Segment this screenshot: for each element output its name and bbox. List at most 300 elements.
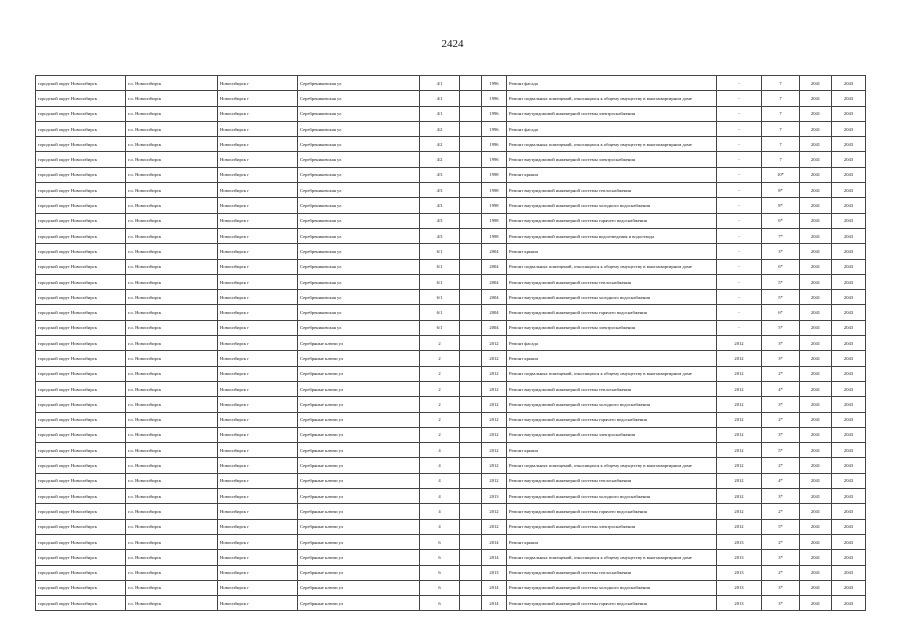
- score-cell: 2*: [762, 565, 800, 580]
- score-cell: 7: [762, 152, 800, 167]
- last-repair-cell: 2013: [717, 580, 762, 595]
- municipality-cell: городской округ Новосибирск: [36, 458, 126, 473]
- city-cell: Новосибирск г: [218, 91, 298, 106]
- plan-start-cell: 2041: [800, 198, 832, 213]
- score-cell: 3*: [762, 580, 800, 595]
- municipality-cell: городской округ Новосибирск: [36, 336, 126, 351]
- letter-cell: [460, 76, 482, 91]
- house-cell: 4: [420, 458, 460, 473]
- last-repair-cell: -: [717, 121, 762, 136]
- letter-cell: [460, 397, 482, 412]
- table-row: [36, 76, 866, 91]
- table-row: [36, 489, 866, 504]
- plan-end-cell: 2043: [832, 504, 866, 519]
- last-repair-cell: 2012: [717, 412, 762, 427]
- district-cell: г.о. Новосибирск: [126, 305, 218, 320]
- built-year-cell: 2012: [482, 473, 507, 488]
- built-year-cell: 1996: [482, 152, 507, 167]
- letter-cell: [460, 534, 482, 549]
- built-year-cell: 2004: [482, 320, 507, 335]
- letter-cell: [460, 351, 482, 366]
- letter-cell: [460, 121, 482, 136]
- work-type-cell: Ремонт крыши: [507, 443, 717, 458]
- last-repair-cell: -: [717, 137, 762, 152]
- built-year-cell: 2014: [482, 580, 507, 595]
- work-type-cell: Ремонт внутридомовой инженерной системы горячего водоснабжения: [507, 305, 717, 320]
- table-row: [36, 198, 866, 213]
- letter-cell: [460, 228, 482, 243]
- letter-cell: [460, 274, 482, 289]
- table-row: [36, 213, 866, 228]
- letter-cell: [460, 366, 482, 381]
- municipality-cell: городской округ Новосибирск: [36, 519, 126, 534]
- house-cell: 2: [420, 397, 460, 412]
- work-type-cell: Ремонт внутридомовой инженерной системы горячего водоснабжения: [507, 213, 717, 228]
- score-cell: 8*: [762, 183, 800, 198]
- municipality-cell: городской округ Новосибирск: [36, 473, 126, 488]
- municipality-cell: городской округ Новосибирск: [36, 137, 126, 152]
- work-type-cell: Ремонт внутридомовой инженерной системы холодного водоснабжения: [507, 489, 717, 504]
- district-cell: г.о. Новосибирск: [126, 167, 218, 182]
- district-cell: г.о. Новосибирск: [126, 351, 218, 366]
- plan-end-cell: 2043: [832, 274, 866, 289]
- table-row: [36, 228, 866, 243]
- table-row: [36, 121, 866, 136]
- table-row: [36, 290, 866, 305]
- plan-start-cell: 2041: [800, 336, 832, 351]
- city-cell: Новосибирск г: [218, 121, 298, 136]
- municipality-cell: городской округ Новосибирск: [36, 121, 126, 136]
- built-year-cell: 1996: [482, 91, 507, 106]
- plan-start-cell: 2041: [800, 76, 832, 91]
- city-cell: Новосибирск г: [218, 565, 298, 580]
- city-cell: Новосибирск г: [218, 596, 298, 611]
- city-cell: Новосибирск г: [218, 458, 298, 473]
- plan-end-cell: 2043: [832, 228, 866, 243]
- city-cell: Новосибирск г: [218, 351, 298, 366]
- table-row: [36, 152, 866, 167]
- plan-start-cell: 2041: [800, 366, 832, 381]
- street-cell: Серебрениковская ул: [298, 198, 420, 213]
- municipality-cell: городской округ Новосибирск: [36, 489, 126, 504]
- plan-end-cell: 2043: [832, 366, 866, 381]
- house-cell: 4/2: [420, 137, 460, 152]
- house-cell: 6: [420, 534, 460, 549]
- plan-start-cell: 2041: [800, 519, 832, 534]
- work-type-cell: Ремонт подвальных помещений, относящихся к общему имуществу в многоквартирном доме: [507, 458, 717, 473]
- letter-cell: [460, 213, 482, 228]
- street-cell: Серебряные ключи ул: [298, 504, 420, 519]
- letter-cell: [460, 519, 482, 534]
- score-cell: 3*: [762, 489, 800, 504]
- house-cell: 4/2: [420, 121, 460, 136]
- municipality-cell: городской округ Новосибирск: [36, 397, 126, 412]
- city-cell: Новосибирск г: [218, 106, 298, 121]
- street-cell: Серебряные ключи ул: [298, 565, 420, 580]
- plan-start-cell: 2041: [800, 550, 832, 565]
- street-cell: Серебрениковская ул: [298, 183, 420, 198]
- city-cell: Новосибирск г: [218, 259, 298, 274]
- municipality-cell: городской округ Новосибирск: [36, 76, 126, 91]
- table-row: [36, 91, 866, 106]
- house-cell: 4: [420, 473, 460, 488]
- street-cell: Серебрениковская ул: [298, 167, 420, 182]
- plan-end-cell: 2043: [832, 244, 866, 259]
- letter-cell: [460, 504, 482, 519]
- house-cell: 4/3: [420, 183, 460, 198]
- letter-cell: [460, 167, 482, 182]
- plan-start-cell: 2041: [800, 305, 832, 320]
- plan-start-cell: 2041: [800, 473, 832, 488]
- built-year-cell: 2012: [482, 336, 507, 351]
- letter-cell: [460, 489, 482, 504]
- letter-cell: [460, 596, 482, 611]
- built-year-cell: 2014: [482, 596, 507, 611]
- plan-end-cell: 2043: [832, 565, 866, 580]
- city-cell: Новосибирск г: [218, 427, 298, 442]
- table-row: [36, 305, 866, 320]
- street-cell: Серебрениковская ул: [298, 305, 420, 320]
- house-cell: 6: [420, 596, 460, 611]
- house-cell: 4/3: [420, 228, 460, 243]
- district-cell: г.о. Новосибирск: [126, 152, 218, 167]
- plan-end-cell: 2043: [832, 351, 866, 366]
- municipality-cell: городской округ Новосибирск: [36, 259, 126, 274]
- street-cell: Серебряные ключи ул: [298, 397, 420, 412]
- last-repair-cell: -: [717, 183, 762, 198]
- built-year-cell: 2014: [482, 534, 507, 549]
- street-cell: Серебрениковская ул: [298, 152, 420, 167]
- plan-end-cell: 2043: [832, 106, 866, 121]
- district-cell: г.о. Новосибирск: [126, 366, 218, 381]
- table-row: [36, 550, 866, 565]
- city-cell: Новосибирск г: [218, 274, 298, 289]
- plan-end-cell: 2043: [832, 320, 866, 335]
- table-row: [36, 167, 866, 182]
- plan-start-cell: 2041: [800, 91, 832, 106]
- letter-cell: [460, 427, 482, 442]
- house-cell: 4/1: [420, 106, 460, 121]
- table-row: [36, 137, 866, 152]
- work-type-cell: Ремонт подвальных помещений, относящихся к общему имуществу в многоквартирном доме: [507, 91, 717, 106]
- district-cell: г.о. Новосибирск: [126, 274, 218, 289]
- plan-end-cell: 2043: [832, 183, 866, 198]
- house-cell: 2: [420, 427, 460, 442]
- score-cell: 5*: [762, 519, 800, 534]
- municipality-cell: городской округ Новосибирск: [36, 167, 126, 182]
- plan-start-cell: 2041: [800, 427, 832, 442]
- last-repair-cell: 2012: [717, 519, 762, 534]
- municipality-cell: городской округ Новосибирск: [36, 412, 126, 427]
- house-cell: 6/1: [420, 259, 460, 274]
- built-year-cell: 2012: [482, 519, 507, 534]
- table-row: [36, 259, 866, 274]
- work-type-cell: Ремонт внутридомовой инженерной системы горячего водоснабжения: [507, 596, 717, 611]
- district-cell: г.о. Новосибирск: [126, 259, 218, 274]
- plan-start-cell: 2041: [800, 443, 832, 458]
- plan-start-cell: 2041: [800, 580, 832, 595]
- table-row: [36, 397, 866, 412]
- plan-start-cell: 2041: [800, 397, 832, 412]
- table-row: [36, 366, 866, 381]
- repair-schedule-table: [35, 75, 866, 611]
- plan-start-cell: 2041: [800, 596, 832, 611]
- letter-cell: [460, 473, 482, 488]
- last-repair-cell: -: [717, 213, 762, 228]
- table-row: [36, 473, 866, 488]
- street-cell: Серебрениковская ул: [298, 320, 420, 335]
- street-cell: Серебряные ключи ул: [298, 458, 420, 473]
- city-cell: Новосибирск г: [218, 366, 298, 381]
- table-row: [36, 320, 866, 335]
- last-repair-cell: -: [717, 259, 762, 274]
- city-cell: Новосибирск г: [218, 320, 298, 335]
- work-type-cell: Ремонт крыши: [507, 534, 717, 549]
- plan-end-cell: 2043: [832, 473, 866, 488]
- municipality-cell: городской округ Новосибирск: [36, 381, 126, 396]
- plan-start-cell: 2041: [800, 228, 832, 243]
- city-cell: Новосибирск г: [218, 473, 298, 488]
- plan-end-cell: 2043: [832, 489, 866, 504]
- district-cell: г.о. Новосибирск: [126, 580, 218, 595]
- table-row: [36, 427, 866, 442]
- house-cell: 2: [420, 381, 460, 396]
- score-cell: 4*: [762, 381, 800, 396]
- municipality-cell: городской округ Новосибирск: [36, 427, 126, 442]
- table-row: [36, 534, 866, 549]
- plan-end-cell: 2043: [832, 412, 866, 427]
- work-type-cell: Ремонт крыши: [507, 351, 717, 366]
- street-cell: Серебряные ключи ул: [298, 473, 420, 488]
- plan-start-cell: 2041: [800, 152, 832, 167]
- work-type-cell: Ремонт внутридомовой инженерной системы холодного водоснабжения: [507, 580, 717, 595]
- street-cell: Серебрениковская ул: [298, 228, 420, 243]
- house-cell: 4: [420, 519, 460, 534]
- municipality-cell: городской округ Новосибирск: [36, 183, 126, 198]
- score-cell: 6*: [762, 213, 800, 228]
- last-repair-cell: 2013: [717, 565, 762, 580]
- plan-start-cell: 2041: [800, 565, 832, 580]
- city-cell: Новосибирск г: [218, 580, 298, 595]
- built-year-cell: 2004: [482, 244, 507, 259]
- letter-cell: [460, 198, 482, 213]
- score-cell: 3*: [762, 397, 800, 412]
- work-type-cell: Ремонт внутридомовой инженерной системы горячего водоснабжения: [507, 412, 717, 427]
- score-cell: 6*: [762, 305, 800, 320]
- street-cell: Серебрениковская ул: [298, 290, 420, 305]
- plan-start-cell: 2041: [800, 183, 832, 198]
- street-cell: Серебряные ключи ул: [298, 596, 420, 611]
- score-cell: 5*: [762, 290, 800, 305]
- last-repair-cell: -: [717, 152, 762, 167]
- work-type-cell: Ремонт подвальных помещений, относящихся к общему имуществу в многоквартирном доме: [507, 366, 717, 381]
- district-cell: г.о. Новосибирск: [126, 565, 218, 580]
- plan-end-cell: 2043: [832, 259, 866, 274]
- plan-end-cell: 2043: [832, 121, 866, 136]
- district-cell: г.о. Новосибирск: [126, 427, 218, 442]
- table-row: [36, 381, 866, 396]
- last-repair-cell: -: [717, 91, 762, 106]
- city-cell: Новосибирск г: [218, 534, 298, 549]
- letter-cell: [460, 336, 482, 351]
- city-cell: Новосибирск г: [218, 198, 298, 213]
- letter-cell: [460, 305, 482, 320]
- plan-end-cell: 2043: [832, 580, 866, 595]
- district-cell: г.о. Новосибирск: [126, 336, 218, 351]
- letter-cell: [460, 458, 482, 473]
- city-cell: Новосибирск г: [218, 167, 298, 182]
- letter-cell: [460, 259, 482, 274]
- city-cell: Новосибирск г: [218, 489, 298, 504]
- last-repair-cell: 2012: [717, 351, 762, 366]
- last-repair-cell: -: [717, 320, 762, 335]
- plan-end-cell: 2043: [832, 167, 866, 182]
- street-cell: Серебряные ключи ул: [298, 550, 420, 565]
- plan-end-cell: 2043: [832, 152, 866, 167]
- last-repair-cell: -: [717, 305, 762, 320]
- letter-cell: [460, 183, 482, 198]
- table-body: [36, 76, 866, 611]
- street-cell: Серебряные ключи ул: [298, 427, 420, 442]
- municipality-cell: городской округ Новосибирск: [36, 596, 126, 611]
- work-type-cell: Ремонт внутридомовой инженерной системы электроснабжения: [507, 152, 717, 167]
- house-cell: 6: [420, 550, 460, 565]
- plan-start-cell: 2041: [800, 137, 832, 152]
- last-repair-cell: 2013: [717, 534, 762, 549]
- built-year-cell: 2013: [482, 489, 507, 504]
- house-cell: 4/1: [420, 91, 460, 106]
- plan-start-cell: 2041: [800, 290, 832, 305]
- district-cell: г.о. Новосибирск: [126, 121, 218, 136]
- city-cell: Новосибирск г: [218, 228, 298, 243]
- street-cell: Серебрениковская ул: [298, 244, 420, 259]
- work-type-cell: Ремонт внутридомовой инженерной системы теплоснабжения: [507, 183, 717, 198]
- letter-cell: [460, 152, 482, 167]
- district-cell: г.о. Новосибирск: [126, 550, 218, 565]
- city-cell: Новосибирск г: [218, 397, 298, 412]
- score-cell: 2*: [762, 412, 800, 427]
- built-year-cell: 1996: [482, 121, 507, 136]
- plan-start-cell: 2041: [800, 259, 832, 274]
- plan-start-cell: 2041: [800, 213, 832, 228]
- house-cell: 6/1: [420, 320, 460, 335]
- score-cell: 8*: [762, 198, 800, 213]
- district-cell: г.о. Новосибирск: [126, 106, 218, 121]
- district-cell: г.о. Новосибирск: [126, 412, 218, 427]
- city-cell: Новосибирск г: [218, 213, 298, 228]
- table-row: [36, 183, 866, 198]
- table-row: [36, 565, 866, 580]
- work-type-cell: Ремонт внутридомовой инженерной системы теплоснабжения: [507, 565, 717, 580]
- municipality-cell: городской округ Новосибирск: [36, 351, 126, 366]
- street-cell: Серебрениковская ул: [298, 91, 420, 106]
- table-row: [36, 106, 866, 121]
- street-cell: Серебрениковская ул: [298, 213, 420, 228]
- built-year-cell: 2004: [482, 274, 507, 289]
- plan-start-cell: 2041: [800, 489, 832, 504]
- built-year-cell: 2012: [482, 458, 507, 473]
- house-cell: 4/3: [420, 213, 460, 228]
- score-cell: 3*: [762, 336, 800, 351]
- built-year-cell: 2012: [482, 412, 507, 427]
- plan-start-cell: 2041: [800, 534, 832, 549]
- last-repair-cell: -: [717, 198, 762, 213]
- last-repair-cell: 2012: [717, 397, 762, 412]
- letter-cell: [460, 244, 482, 259]
- plan-end-cell: 2043: [832, 91, 866, 106]
- work-type-cell: Ремонт подвальных помещений, относящихся к общему имуществу в многоквартирном доме: [507, 137, 717, 152]
- score-cell: 5*: [762, 274, 800, 289]
- city-cell: Новосибирск г: [218, 443, 298, 458]
- page-number: 2424: [441, 38, 464, 50]
- letter-cell: [460, 381, 482, 396]
- last-repair-cell: 2012: [717, 473, 762, 488]
- work-type-cell: Ремонт крыши: [507, 167, 717, 182]
- municipality-cell: городской округ Новосибирск: [36, 504, 126, 519]
- built-year-cell: 1996: [482, 137, 507, 152]
- municipality-cell: городской округ Новосибирск: [36, 228, 126, 243]
- score-cell: 7: [762, 121, 800, 136]
- plan-end-cell: 2043: [832, 427, 866, 442]
- built-year-cell: 2013: [482, 565, 507, 580]
- plan-start-cell: 2041: [800, 458, 832, 473]
- last-repair-cell: 2012: [717, 366, 762, 381]
- last-repair-cell: -: [717, 228, 762, 243]
- municipality-cell: городской округ Новосибирск: [36, 320, 126, 335]
- street-cell: Серебряные ключи ул: [298, 489, 420, 504]
- district-cell: г.о. Новосибирск: [126, 198, 218, 213]
- table-row: [36, 351, 866, 366]
- plan-end-cell: 2043: [832, 290, 866, 305]
- municipality-cell: городской округ Новосибирск: [36, 550, 126, 565]
- house-cell: 6/1: [420, 290, 460, 305]
- built-year-cell: 1998: [482, 228, 507, 243]
- table-row: [36, 596, 866, 611]
- plan-end-cell: 2043: [832, 305, 866, 320]
- district-cell: г.о. Новосибирск: [126, 213, 218, 228]
- house-cell: 6/1: [420, 305, 460, 320]
- city-cell: Новосибирск г: [218, 290, 298, 305]
- score-cell: 7: [762, 91, 800, 106]
- last-repair-cell: 2012: [717, 336, 762, 351]
- score-cell: 5*: [762, 443, 800, 458]
- last-repair-cell: 2012: [717, 458, 762, 473]
- district-cell: г.о. Новосибирск: [126, 519, 218, 534]
- plan-end-cell: 2043: [832, 443, 866, 458]
- city-cell: Новосибирск г: [218, 244, 298, 259]
- score-cell: 3*: [762, 550, 800, 565]
- work-type-cell: Ремонт внутридомовой инженерной системы водоотведения и водоотвода: [507, 228, 717, 243]
- score-cell: 7: [762, 106, 800, 121]
- street-cell: Серебряные ключи ул: [298, 580, 420, 595]
- plan-start-cell: 2041: [800, 351, 832, 366]
- house-cell: 4/3: [420, 167, 460, 182]
- score-cell: 10*: [762, 167, 800, 182]
- district-cell: г.о. Новосибирск: [126, 458, 218, 473]
- built-year-cell: 2012: [482, 427, 507, 442]
- house-cell: 2: [420, 412, 460, 427]
- built-year-cell: 1998: [482, 198, 507, 213]
- last-repair-cell: 2012: [717, 504, 762, 519]
- plan-end-cell: 2043: [832, 198, 866, 213]
- plan-start-cell: 2041: [800, 244, 832, 259]
- street-cell: Серебряные ключи ул: [298, 366, 420, 381]
- district-cell: г.о. Новосибирск: [126, 534, 218, 549]
- work-type-cell: Ремонт внутридомовой инженерной системы холодного водоснабжения: [507, 290, 717, 305]
- score-cell: 7: [762, 137, 800, 152]
- work-type-cell: Ремонт фасада: [507, 336, 717, 351]
- plan-start-cell: 2041: [800, 121, 832, 136]
